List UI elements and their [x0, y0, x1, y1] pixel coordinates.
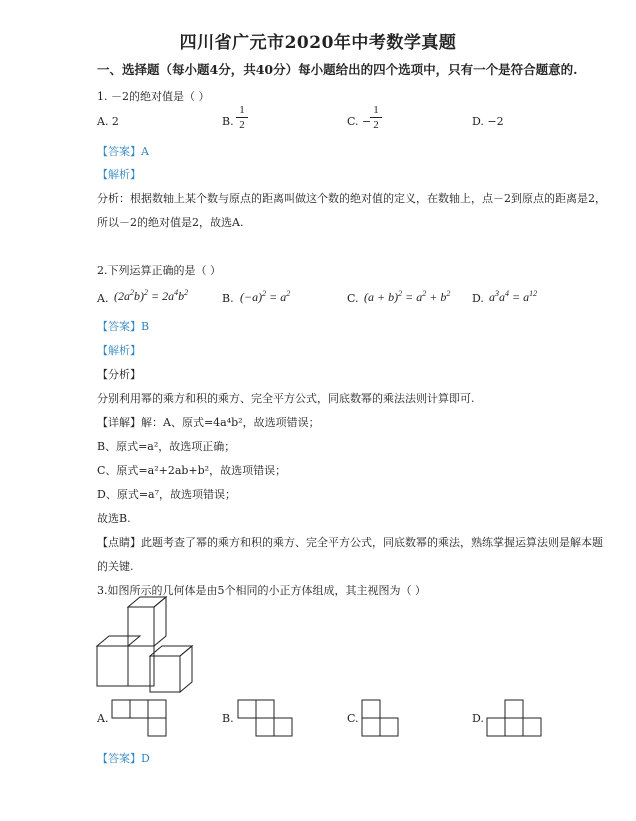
q3-option-d-label: D. [472, 712, 484, 725]
q2-comment-line-2: 的关键. [97, 560, 134, 573]
section-heading: 一、选择题（每小题4分，共40分）每小题给出的四个选项中，只有一个是符合题意的. [97, 62, 578, 77]
q3-option-a-label: A. [97, 712, 109, 725]
q1-option-c-label: C. − [347, 115, 372, 128]
q2-option-d-label: D. [472, 292, 484, 305]
page-title: 四川省广元市2020年中考数学真题 [179, 33, 457, 53]
q3-option-a-view[interactable] [112, 700, 172, 740]
q3-option-c-view[interactable] [362, 700, 422, 740]
q1-analysis-line-2: 所以－2的绝对值是2，故选A. [97, 216, 244, 229]
q2-detail-line-1: 【详解】解：A、原式=4a⁴b²，故选项错误； [97, 416, 320, 429]
q1-answer: 【答案】A [97, 145, 149, 158]
q2-comment-line-1: 【点睛】此题考查了幂的乘方和积的乘方、完全平方公式，同底数幂的乘法，熟练掌握运算法则是解本题 [97, 536, 603, 549]
q3-answer: 【答案】D [97, 752, 150, 765]
q2-fenxi-tag: 【分析】 [97, 368, 141, 381]
q1-stem: 1. －2的绝对值是（ ） [97, 90, 210, 103]
q2-detail-line-4: D、原式=a⁷，故选项错误； [97, 488, 237, 501]
q2-option-b-formula: $(-a)^2 = a^2$ [240, 289, 291, 304]
q3-option-d-view[interactable] [487, 700, 547, 740]
q2-answer: 【答案】B [97, 320, 150, 333]
q3-option-c-label: C. [347, 712, 359, 725]
q2-detail-line-3: C、原式=a²+2ab+b²，故选项错误； [97, 464, 287, 477]
q3-stem: 3.如图所示的几何体是由5个相同的小正方体组成，其主视图为（ ） [97, 584, 426, 597]
q2-fenxi: 分别利用幂的乘方和积的乘方、完全平方公式，同底数幂的乘法法则计算即可. [97, 392, 475, 405]
fraction-denominator: 2 [373, 119, 379, 131]
q1-analysis-tag: 【解析】 [97, 168, 141, 181]
q1-option-d: D. −2 [472, 115, 504, 128]
q3-option-b-label: B. [222, 712, 234, 725]
fraction-denominator: 2 [239, 119, 245, 131]
q1-analysis-line-1: 分析：根据数轴上某个数与原点的距离叫做这个数的绝对值的定义，在数轴上，点－2到原点的距离是2， [97, 192, 606, 205]
fraction-numerator: 1 [373, 104, 379, 116]
q2-analysis-tag: 【解析】 [97, 344, 141, 357]
q2-conclusion: 故选B. [97, 512, 131, 525]
fraction-numerator: 1 [239, 104, 245, 116]
q2-option-c-label: C. [347, 292, 359, 305]
q2-option-a-label: A. [97, 292, 109, 305]
q2-option-c-formula: $(a + b)^2 = a^2 + b^2$ [364, 289, 451, 304]
q1-option-b-label: B. [222, 115, 234, 128]
q2-option-b-label: B. [222, 292, 234, 305]
q3-option-b-view[interactable] [238, 700, 298, 740]
q2-option-d-formula: $a^3a^4 = a^{12}$ [489, 289, 538, 304]
q2-stem: 2.下列运算正确的是（ ） [97, 264, 221, 277]
q2-option-a-formula: $(2a^2b)^2 = 2a^4b^2$ [114, 288, 189, 303]
q1-option-a: A. 2 [97, 115, 119, 128]
q2-detail-line-2: B、原式=a²，故选项正确； [97, 440, 236, 453]
